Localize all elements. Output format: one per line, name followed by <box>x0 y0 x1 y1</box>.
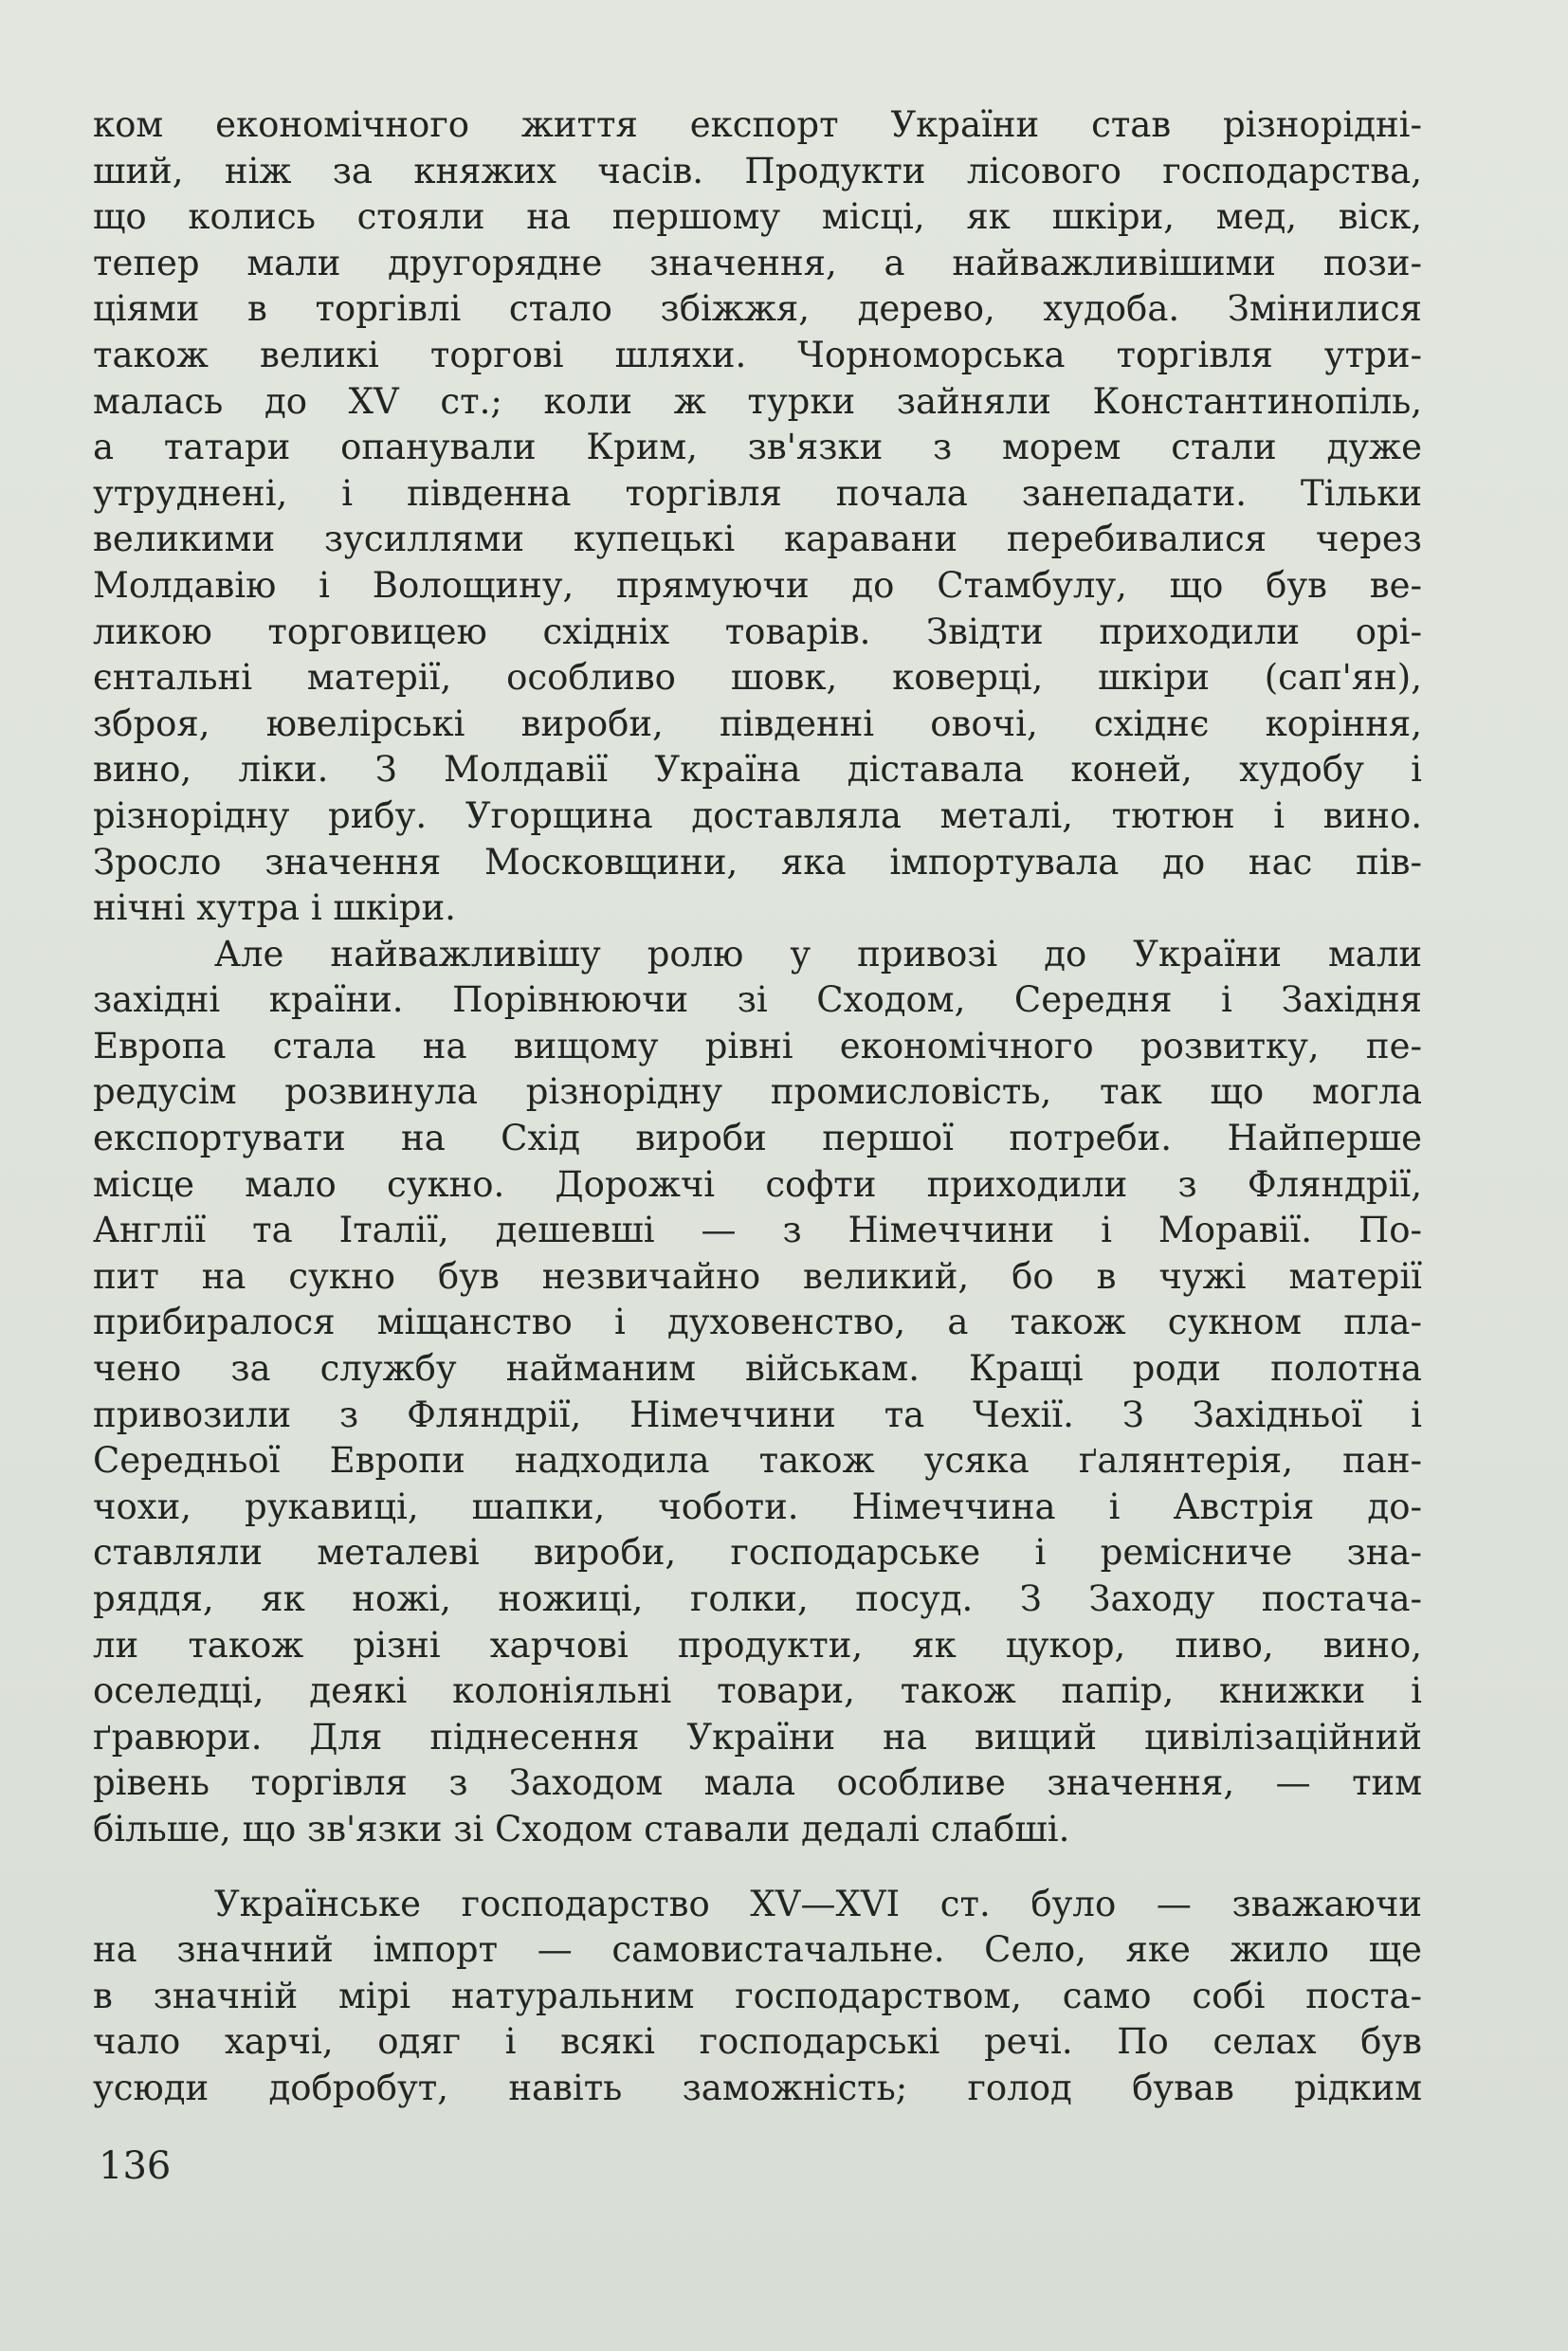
text-line: експортувати на Схід вироби першої потреби. Найперше <box>93 1118 1422 1159</box>
text-line: зброя, ювелірські вироби, південні овочі, східнє коріння, <box>93 702 1422 744</box>
text-line: на значний імпорт — самовистачальне. Село, яке жило ще <box>93 1929 1422 1971</box>
text-line: тепер мали другорядне значення, а найважливішими пози- <box>93 242 1422 283</box>
text-line: Але найважливішу ролю у привозі до України мали <box>214 933 1422 975</box>
text-line: ком економічного життя експорт України став різноріднi- <box>93 104 1422 145</box>
text-line: оселедці, деякі колоніяльні товари, також папір, книжки і <box>93 1670 1422 1712</box>
text-line: редусім розвинула різнорідну промисловість, так що могла <box>93 1071 1422 1113</box>
text-line: утруднені, і південна торгівля почала занепадати. Тільки <box>93 472 1422 514</box>
text-line: більше, що зв'язки зі Сходом ставали дедалі слабші. <box>93 1808 1070 1850</box>
text-line: єнтальні матерії, особливо шовк, коверці, шкіри (сап'ян), <box>93 657 1422 699</box>
page-number: 136 <box>99 2144 172 2188</box>
text-line: малась до XV ст.; коли ж турки зайняли Константинопіль, <box>93 380 1422 422</box>
text-line: ціями в торгівлі стало збіжжя, дерево, худоба. Змінилися <box>93 288 1422 330</box>
text-line: прибиралося міщанство і духовенство, а також сукном пла- <box>93 1302 1422 1343</box>
text-line: що колись стояли на першому місці, як шкіри, мед, віск, <box>93 196 1422 238</box>
text-line: привозили з Фляндрії, Німеччини та Чехії. З Західньої і <box>93 1394 1422 1435</box>
text-line: чохи, рукавиці, шапки, чоботи. Німеччина і Австрія до- <box>93 1485 1422 1527</box>
text-line: ший, ніж за княжих часів. Продукти лісового господарства, <box>93 150 1422 191</box>
page-body <box>93 102 1422 2112</box>
text-line: місце мало сукно. Дорожчі софти приходили з Фляндрії, <box>93 1163 1422 1205</box>
text-line: також великі торгові шляхи. Чорноморська торгівля утри- <box>93 334 1422 375</box>
paragraph-1 <box>93 102 1422 932</box>
text-line: ликою торговицею східніх товарів. Звідти приходили орі- <box>93 611 1422 652</box>
text-line: Зросло значення Московщини, яка імпортувала до нас пів- <box>93 841 1422 883</box>
text-line: ставляли металеві вироби, господарське і ремісниче зна- <box>93 1532 1422 1574</box>
text-line: нічні хутра і шкіри. <box>93 887 456 929</box>
text-line: Европа стала на вищому рівні економічного розвитку, пе- <box>93 1025 1422 1066</box>
text-line: західні країни. Порівнюючи зі Сходом, Середня і Західня <box>93 979 1422 1021</box>
text-line: в значній мірі натуральним господарством, само собі поста- <box>93 1975 1422 2016</box>
text-line: ли також різні харчові продукти, як цукор, пиво, вино, <box>93 1624 1422 1666</box>
text-line: ґравюри. Для піднесення України на вищий цивілізаційний <box>93 1716 1422 1758</box>
text-line: вино, ліки. З Молдавії Україна діставала коней, худобу і <box>93 749 1422 791</box>
text-line: Українське господарство XV—XVI ст. було — зважаючи <box>214 1883 1422 1924</box>
text-line: ряддя, як ножі, ножиці, голки, посуд. З Заходу постача- <box>93 1578 1422 1619</box>
text-line: Середньої Европи надходила також усяка ґалянтерія, пан- <box>93 1440 1422 1482</box>
paragraph-3 <box>93 1882 1422 2112</box>
text-line: усюди добробут, навіть заможність; голод бував рідким <box>93 2067 1422 2108</box>
text-line: чено за службу найманим військам. Кращі роди полотна <box>93 1348 1422 1390</box>
text-line: чало харчі, одяг і всякі господарські речі. По селах був <box>93 2021 1422 2063</box>
text-line: різнорідну рибу. Угорщина доставляла металі, тютюн і вино. <box>93 794 1422 836</box>
text-line: а татари опанували Крим, зв'язки з морем стали дуже <box>93 427 1422 468</box>
paragraph-2 <box>93 932 1422 1853</box>
text-line: великими зусиллями купецькі каравани перебивалися через <box>93 519 1422 560</box>
text-line: Англії та Італії, дешевші — з Німеччини і Моравії. По- <box>93 1210 1422 1251</box>
text-line: рівень торгівля з Заходом мала особливе значення, — тим <box>93 1762 1422 1804</box>
text-line: Молдавію і Волощину, прямуючи до Стамбулу, що був ве- <box>93 564 1422 606</box>
text-line: пит на сукно був незвичайно великий, бо в чужі матерії <box>93 1255 1422 1297</box>
